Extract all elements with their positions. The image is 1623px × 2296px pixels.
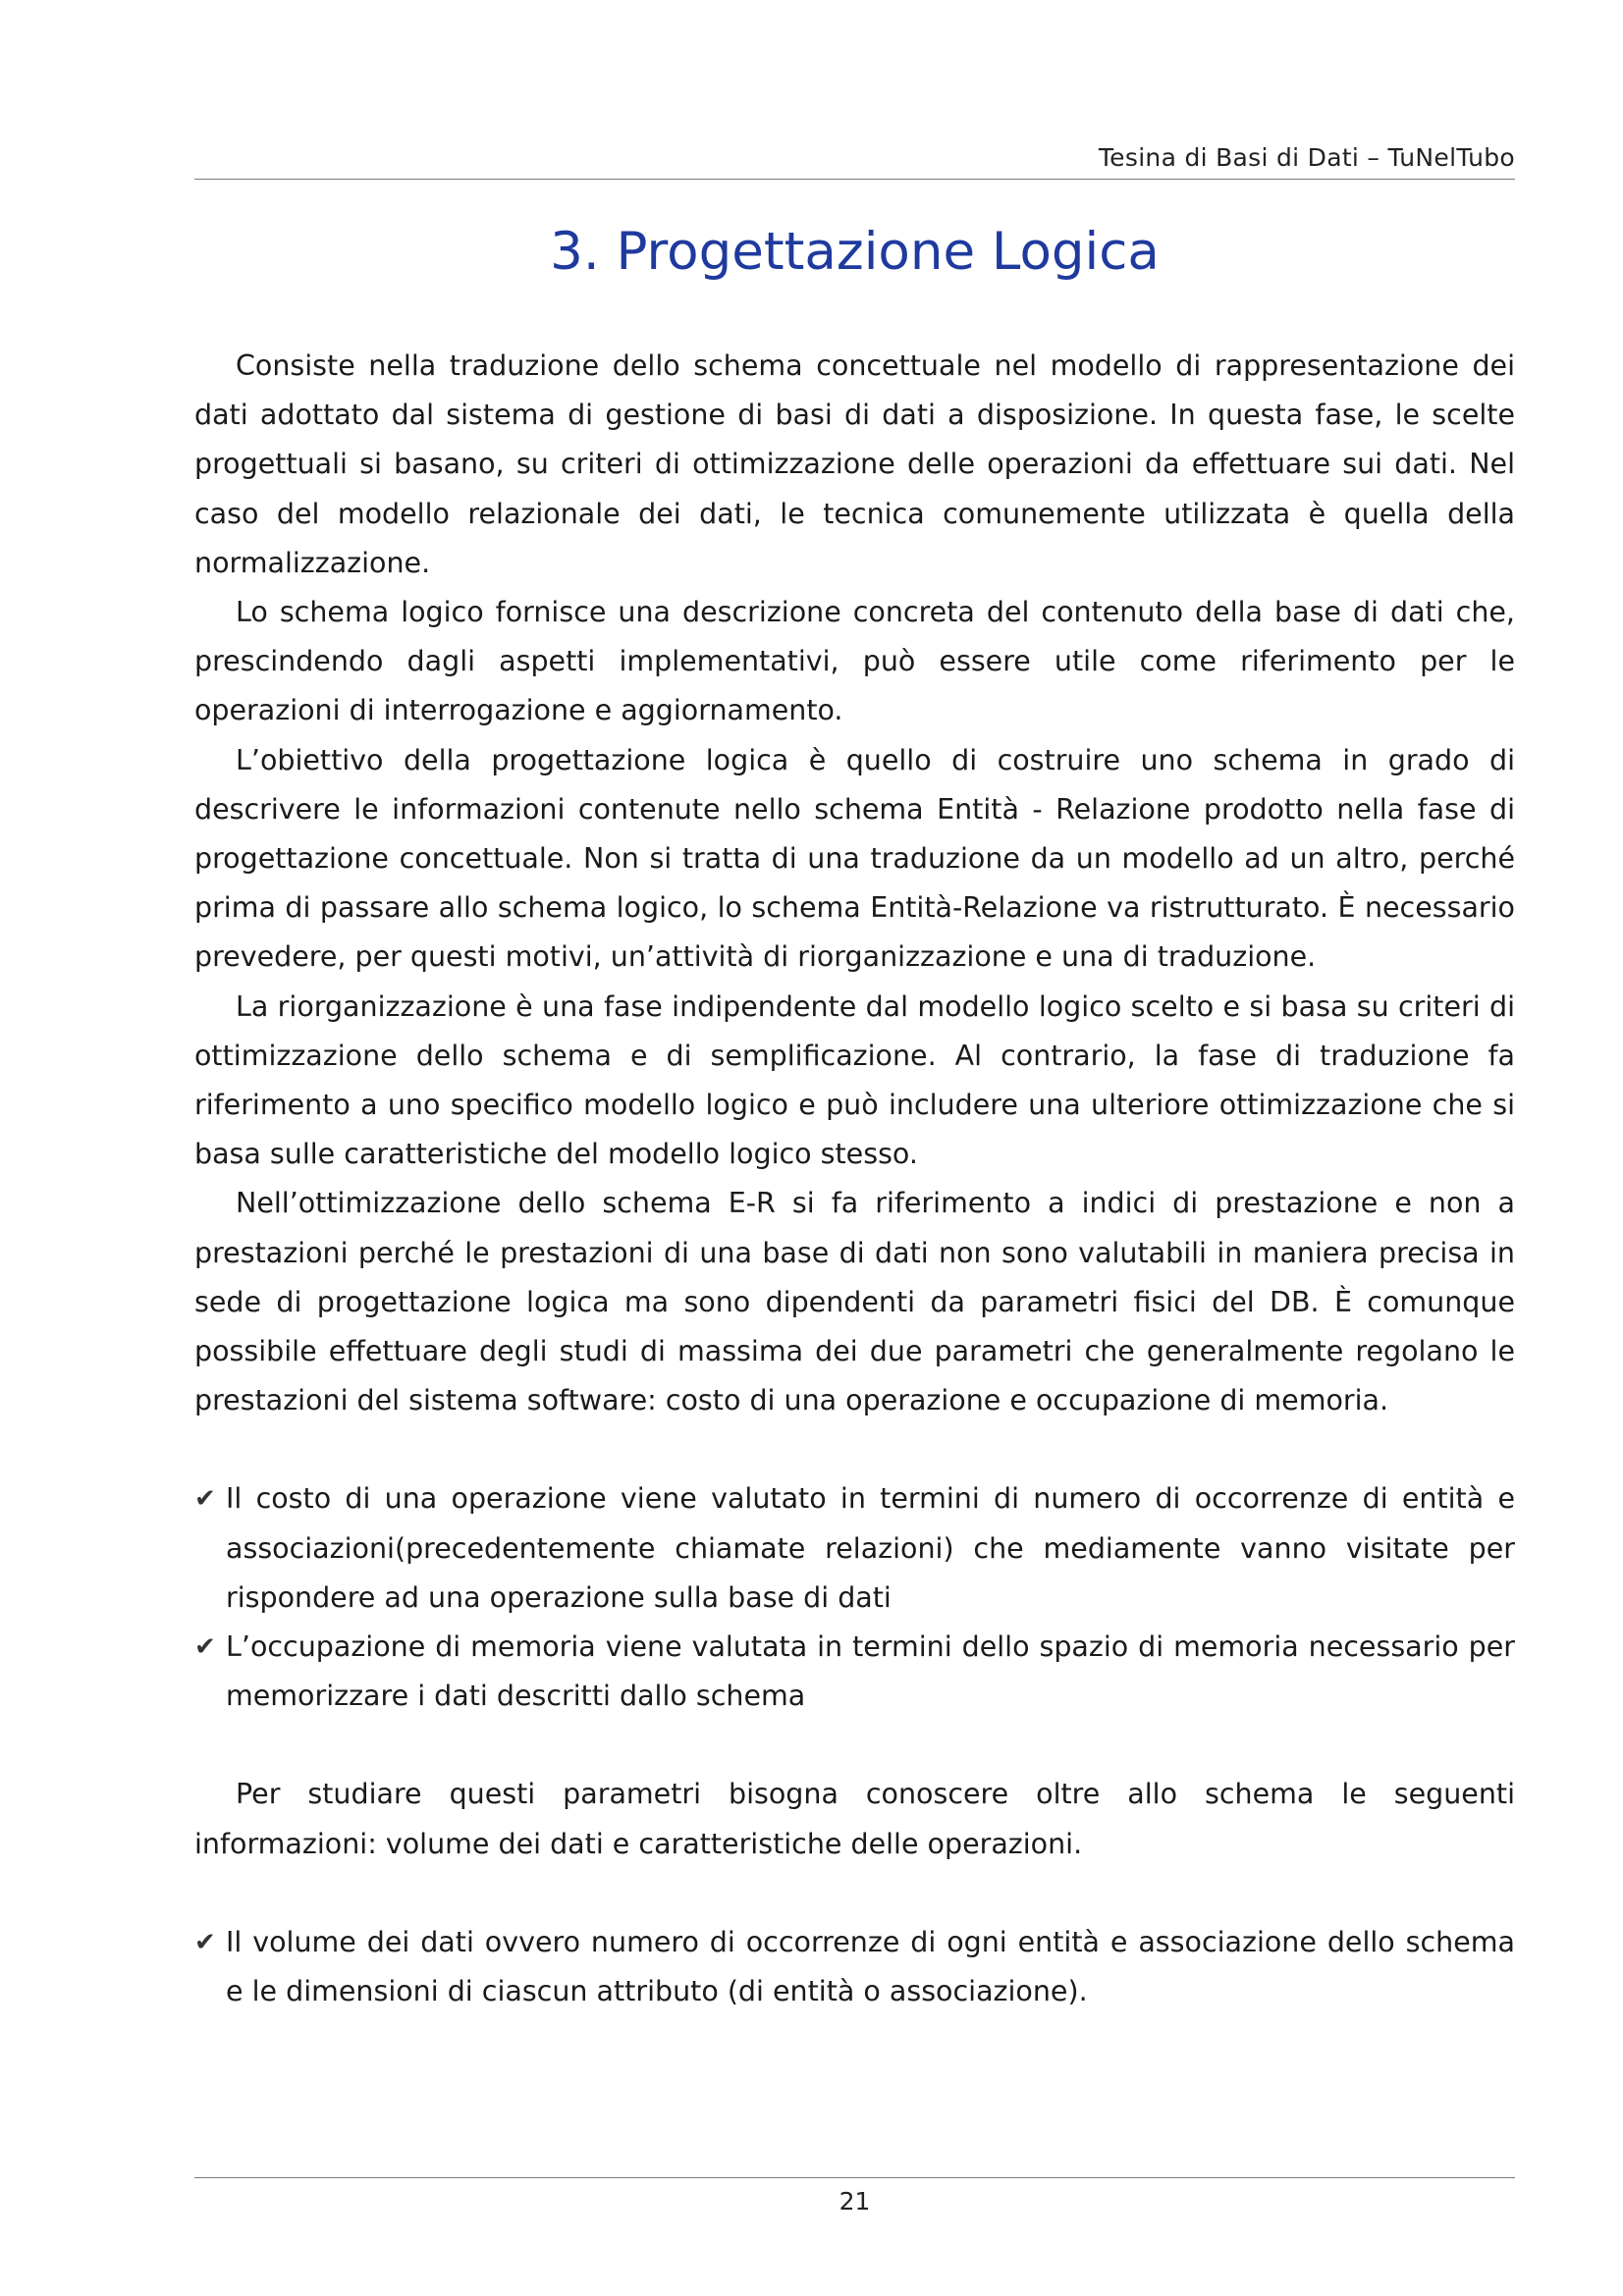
running-header: Tesina di Basi di Dati – TuNelTubo (1098, 143, 1515, 172)
paragraph: La riorganizzazione è una fase indipendente dal modello logico scelto e si basa su criteri di ottimizzazione dello schema e di semplificazione. Al contrario, la fase di traduzione fa riferimento a uno specifico modello logico e può includere una ulteriore ottimizzazione che si basa sulle caratteristiche del modello logico stesso. (194, 989, 1515, 1171)
list-item-text: L’occupazione di memoria viene valutata in termini dello spazio di memoria necessario per memorizzare i dati descritti dallo schema (226, 1630, 1515, 1713)
paragraph: Per studiare questi parametri bisogna conoscere oltre allo schema le seguenti informazioni: volume dei dati e caratteristiche delle operazioni. (194, 1778, 1515, 1860)
page-title: 3. Progettazione Logica (550, 222, 1160, 282)
check-mark-icon: ✔ (194, 1927, 216, 1957)
list-item (194, 1474, 1515, 1623)
spacer (194, 1869, 1515, 1918)
page-number: 21 (839, 2187, 871, 2216)
spacer (194, 1425, 1515, 1474)
footer-rule (194, 2177, 1515, 2178)
check-mark-icon: ✔ (194, 1632, 216, 1663)
list-item-text: Il volume dei dati ovvero numero di occorrenze di ogni entità e associazione dello schema e le dimensioni di ciascun attributo (di entità o associazione). (226, 1925, 1515, 2008)
paragraph: Lo schema logico fornisce una descrizione concreta del contenuto della base di dati che, prescindendo dagli aspetti implementativi, può essere utile come riferimento per le operazioni di interrogazione e aggiornamento. (194, 596, 1515, 727)
check-mark-icon: ✔ (194, 1484, 216, 1515)
header-rule (194, 179, 1515, 180)
list-item (194, 1623, 1515, 1721)
spacer (194, 1721, 1515, 1770)
list-item-text: Il costo di una operazione viene valutato in termini di numero di occorrenze di entità e associazioni(precedentemente chiamate relazioni) che mediamente vanno visitate per rispondere ad una operazione sulla base di dati (226, 1482, 1515, 1614)
list-item (194, 1918, 1515, 2016)
paragraph: Consiste nella traduzione dello schema concettuale nel modello di rappresentazione dei dati adottato dal sistema di gestione di basi di dati a disposizione. In questa fase, le scelte progettuali si basano, su criteri di ottimizzazione delle operazioni da effettuare sui dati. Nel caso del modello relazionale dei dati, le tecnica comunemente utilizzata è quella della normalizzazione. (194, 349, 1515, 579)
body-content (194, 342, 1515, 2016)
paragraph: Nell’ottimizzazione dello schema E-R si fa riferimento a indici di prestazione e non a prestazioni perché le prestazioni di una base di dati non sono valutabili in maniera precisa in sede di progettazione logica ma sono dipendenti da parametri fisici del DB. È comunque possibile effettuare degli studi di massima dei due parametri che generalmente regolano le prestazioni del sistema software: costo di una operazione e occupazione di memoria. (194, 1187, 1515, 1417)
paragraph: L’obiettivo della progettazione logica è quello di costruire uno schema in grado di descrivere le informazioni contenute nello schema Entità - Relazione prodotto nella fase di progettazione concettuale. Non si tratta di una traduzione da un modello ad un altro, perché prima di passare allo schema logico, lo schema Entità-Relazione va ristrutturato. È necessario prevedere, per questi motivi, un’attività di riorganizzazione e una di traduzione. (194, 743, 1515, 974)
